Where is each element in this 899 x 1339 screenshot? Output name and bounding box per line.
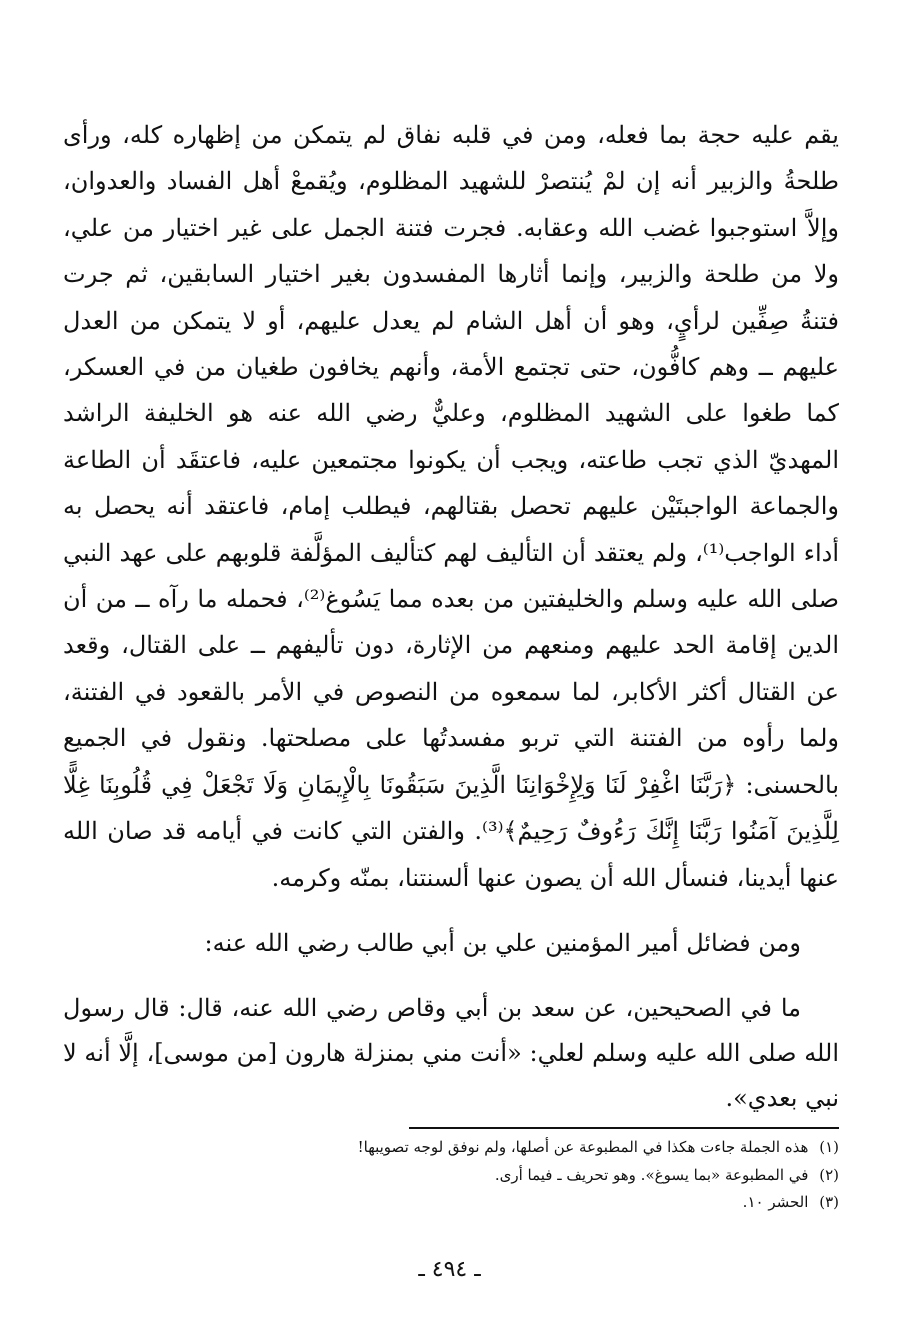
section-heading: ومن فضائل أمير المؤمنين علي بن أبي طالب رضي الله عنه: bbox=[204, 929, 801, 957]
footnote bbox=[63, 1189, 839, 1217]
footnote-marker: (٢) bbox=[819, 1165, 839, 1184]
footnote bbox=[63, 1162, 839, 1190]
footnotes-list bbox=[63, 1134, 839, 1217]
body-paragraph: يقم عليه حجة بما فعله، ومن في قلبه نفاق لم يتمكن من إظهاره كله، ورأى طلحةُ والزبير أنه إن لمْ يُنتصرْ للشهيد المظلوم، ويُقمعْ أهل الفساد والعدوان، وإلاَّ استوجبوا غضب الله وعقابه. فجرت فتنة الجمل على غير اختيار من علي، ولا من طلحة والزبير، وإنما أثارها المفسدون بغير اختيار السابقين، ثم جرت فتنةُ صِفِّين لرأيٍ، وهو أن أهل الشام لم يعدل عليهم، أو لا يتمكن من العدل عليهم ــ وهم كافُّون، حتى تجتمع الأمة، وأنهم يخافون طغيان من في العسكر، كما طغوا على الشهيد المظلوم، وعليٌّ رضي الله عنه هو الخليفة الراشد المهديّ الذي تجب طاعته، ويجب أن يكونوا مجتمعين عليه، فاعتقَد أن الطاعة والجماعة الواجبتَيْن عليهم تحصل بقتالهم، فيطلب إمام، فاعتقد أنه يحصل به أداء الواجب⁽¹⁾، ولم يعتقد أن التأليف لهم كتأليف المؤلَّفة قلوبهم على عهد النبي صلى الله عليه وسلم والخليفتين من بعده مما يَسُوغ⁽²⁾، فحمله ما رآه ــ من أن الدين إقامة الحد عليهم ومنعهم من الإثارة، دون تأليفهم ــ على القتال، وقعد عن القتال أكثر الأكابر، لما سمعوه من النصوص في الأمر بالقعود في الفتنة، ولما رأوه من الفتنة التي تربو مفسدتُها على مصلحتها. ونقول في الجميع بالحسنى: ﴿رَبَّنَا اغْفِرْ لَنَا وَلِإِخْوَانِنَا الَّذِينَ سَبَقُونَا بِالْإِيمَانِ وَلَا تَجْعَلْ فِي قُلُوبِنَا غِلًّا لِلَّذِينَ آمَنُوا رَبَّنَا إِنَّكَ رَءُوفٌ رَحِيمٌ﴾⁽³⁾. والفتن التي كانت في أيامه قد صان الله عنها أيدينا، فنسأل الله أن يصون عنها ألسنتنا، بمنّه وكرمه. bbox=[63, 121, 840, 892]
body-paragraph: ما في الصحيحين، عن سعد بن أبي وقاص رضي الله عنه، قال: قال رسول الله صلى الله عليه وسلم لعلي: «أنت مني بمنزلة هارون [من موسى]، إلَّا أنه لا نبي بعدي». bbox=[63, 994, 839, 1112]
footnote bbox=[63, 1134, 839, 1162]
footnote-marker: (٣) bbox=[819, 1193, 839, 1211]
footnote-marker: (١) bbox=[819, 1138, 839, 1156]
page-number: ـ ٤٩٤ ـ bbox=[418, 1257, 481, 1282]
footnote-separator bbox=[409, 1127, 839, 1129]
footnote-text: في المطبوعة «بما يسوغ». وهو تحريف ـ فيما أرى. bbox=[494, 1165, 809, 1184]
footnote-text: هذه الجملة جاءت هكذا في المطبوعة عن أصلها، ولم نوفق لوجه تصويبها! bbox=[357, 1138, 809, 1156]
footnote-text: الحشر ١٠. bbox=[742, 1193, 809, 1211]
